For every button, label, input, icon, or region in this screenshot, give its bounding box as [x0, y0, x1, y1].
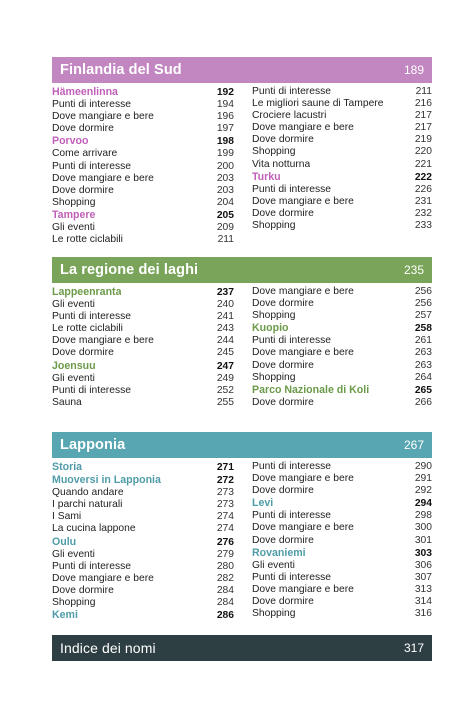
toc-entry[interactable]	[52, 549, 234, 561]
toc-entry[interactable]	[52, 397, 234, 409]
toc-entry-label: Kuopio	[252, 322, 289, 335]
toc-column-left	[52, 86, 234, 246]
section-regione-dei-laghi	[52, 257, 432, 409]
toc-entry-page: 249	[216, 372, 234, 384]
toc-entry-page: 266	[414, 396, 432, 408]
toc-entry-heading[interactable]	[52, 135, 234, 148]
toc-entry[interactable]	[252, 298, 432, 310]
toc-entry-page: 263	[414, 359, 432, 371]
toc-entry-label: Dove dormire	[252, 134, 314, 146]
toc-entry-page: 194	[216, 99, 234, 111]
toc-entry-page: 271	[216, 462, 234, 473]
section-title: La regione dei laghi	[60, 262, 199, 278]
toc-entry-label: Joensuu	[52, 359, 96, 372]
toc-entry-label: Sauna	[52, 396, 82, 408]
toc-entry[interactable]	[52, 123, 234, 135]
toc-entry-label: Gli eventi	[252, 559, 295, 571]
toc-entry-label: Dove mangiare e bere	[252, 473, 354, 485]
toc-entry[interactable]	[252, 134, 432, 146]
toc-entry-page: 211	[217, 234, 234, 246]
toc-entry[interactable]	[252, 360, 432, 372]
section-title: Lapponia	[60, 437, 126, 453]
toc-entry-label: Rovaniemi	[252, 546, 306, 559]
toc-entry-page: 274	[216, 511, 234, 523]
toc-entry-label: La cucina lappone	[52, 523, 136, 535]
toc-entry-label: Punti di interesse	[252, 571, 331, 583]
toc-entry-label: Tampere	[52, 208, 96, 221]
section-indice-dei-nomi[interactable]	[52, 635, 432, 661]
toc-entry[interactable]	[52, 487, 234, 499]
toc-entry[interactable]	[252, 473, 432, 485]
toc-entry-label: Dove dormire	[52, 123, 114, 135]
toc-entry[interactable]	[52, 148, 234, 160]
toc-column-right	[252, 286, 432, 409]
section-lapponia	[52, 432, 432, 622]
toc-entry-label: Shopping	[252, 146, 296, 158]
toc-entry-page: 273	[216, 499, 234, 511]
toc-entry-label: Parco Nazionale di Koli	[252, 383, 370, 396]
toc-entry-page: 306	[414, 559, 432, 571]
toc-entry[interactable]	[52, 523, 234, 535]
toc-entry-label: Punti di interesse	[52, 311, 131, 323]
toc-entry-label: Punti di interesse	[52, 99, 131, 111]
toc-entry-page: 294	[414, 498, 432, 510]
toc-entry-heading[interactable]	[52, 474, 234, 487]
toc-entry-label: Vita notturna	[252, 158, 311, 170]
toc-entry[interactable]	[252, 510, 432, 522]
toc-entry-label: Le rotte ciclabili	[52, 323, 123, 335]
toc-entry[interactable]	[52, 597, 234, 609]
toc-entry-page: 196	[216, 111, 234, 123]
toc-entry-page: 264	[414, 371, 432, 383]
toc-entry-page: 200	[216, 160, 234, 172]
toc-entry-label: Dove mangiare e bere	[52, 111, 154, 123]
section-header[interactable]	[52, 57, 432, 83]
toc-entry-page: 286	[216, 610, 234, 622]
toc-entry-page: 307	[414, 571, 432, 583]
toc-entry[interactable]	[252, 310, 432, 322]
toc-entry[interactable]	[52, 499, 234, 511]
toc-entry-page: 258	[414, 323, 432, 335]
toc-entry-page: 219	[414, 134, 432, 146]
toc-entry[interactable]	[52, 335, 234, 347]
toc-column-right	[252, 86, 432, 246]
toc-entry-page: 209	[216, 222, 234, 234]
section-page-number: 189	[403, 63, 424, 77]
toc-entry-page: 263	[414, 347, 432, 359]
toc-entry[interactable]	[52, 299, 234, 311]
toc-entry-label: Punti di interesse	[252, 183, 331, 195]
toc-entry-page: 237	[216, 287, 234, 298]
toc-entry-label: Dove mangiare e bere	[252, 583, 354, 595]
toc-entry-label: Dove dormire	[252, 207, 314, 219]
toc-entry-page: 203	[216, 184, 234, 196]
toc-entry-page: 198	[216, 136, 234, 148]
toc-entry[interactable]	[52, 373, 234, 385]
toc-entry-page: 204	[216, 196, 234, 208]
toc-entry-page: 231	[414, 195, 432, 207]
toc-entry-label: Punti di interesse	[252, 86, 331, 97]
toc-entry-label: Dove mangiare e bere	[52, 172, 154, 184]
toc-entry-label: Hämeenlinna	[52, 86, 118, 98]
toc-entry[interactable]	[252, 98, 432, 110]
toc-entry[interactable]	[252, 220, 432, 232]
toc-entry-label: Shopping	[52, 196, 96, 208]
toc-entry-page: 241	[216, 311, 234, 323]
toc-entry-label: Punti di interesse	[52, 384, 131, 396]
toc-entry-heading[interactable]	[252, 322, 432, 335]
toc-entry-label: Gli eventi	[52, 299, 95, 311]
toc-entry-heading[interactable]	[52, 209, 234, 222]
toc-entry[interactable]	[52, 185, 234, 197]
toc-entry-page: 313	[414, 583, 432, 595]
toc-entry-label: I parchi naturali	[52, 499, 123, 511]
toc-entry-label: Shopping	[252, 220, 296, 232]
toc-entry[interactable]	[252, 560, 432, 572]
toc-entry-label: Punti di interesse	[52, 160, 131, 172]
toc-entry-heading[interactable]	[52, 609, 234, 622]
toc-entry-page: 291	[414, 473, 432, 485]
toc-entry[interactable]	[52, 511, 234, 523]
toc-entry-label: I Sami	[52, 511, 82, 523]
toc-entry-heading[interactable]	[52, 86, 234, 99]
toc-entry[interactable]	[252, 196, 432, 208]
toc-entry-page: 292	[414, 485, 432, 497]
toc-entry[interactable]	[52, 111, 234, 123]
toc-entry-page: 240	[216, 299, 234, 311]
toc-entry-label: Punti di interesse	[52, 560, 131, 572]
toc-entry[interactable]	[252, 461, 432, 473]
toc-entry[interactable]	[52, 99, 234, 111]
toc-entry-page: 256	[414, 298, 432, 310]
section-page-number: 267	[403, 438, 424, 452]
toc-entry[interactable]	[252, 286, 432, 298]
toc-entry-label: Oulu	[52, 535, 77, 548]
toc-entry[interactable]	[52, 585, 234, 597]
toc-entry-label: Lappeenranta	[52, 286, 122, 298]
toc-column-right	[252, 461, 432, 622]
toc-entry-label: Punti di interesse	[252, 510, 331, 522]
toc-entry-page: 300	[414, 522, 432, 534]
toc-entry-page: 211	[415, 86, 432, 97]
toc-entry-heading[interactable]	[52, 536, 234, 549]
toc-column-left	[52, 286, 234, 409]
toc-entry-label: Gli eventi	[52, 222, 95, 234]
toc-entry[interactable]	[252, 608, 432, 620]
toc-entry-page: 192	[216, 87, 234, 98]
toc-entry-label: Punti di interesse	[252, 335, 331, 347]
toc-entry-page: 279	[216, 548, 234, 560]
section-title: Finlandia del Sud	[60, 62, 182, 78]
toc-entry-label: Punti di interesse	[252, 461, 331, 472]
toc-entry-page: 222	[414, 171, 432, 183]
toc-entry-label: Gli eventi	[52, 548, 95, 560]
toc-entry-page: 203	[216, 172, 234, 184]
toc-entry-heading[interactable]	[52, 286, 234, 299]
toc-entry-page: 256	[414, 286, 432, 297]
toc-entry-page: 257	[414, 310, 432, 322]
toc-entry-label: Quando andare	[52, 487, 124, 499]
toc-entry-page: 316	[414, 608, 432, 620]
toc-entry-page: 221	[414, 158, 432, 170]
toc-entry-page: 233	[414, 220, 432, 232]
toc-entry-page: 232	[414, 207, 432, 219]
toc-entry[interactable]	[52, 573, 234, 585]
toc-entry-page: 217	[414, 110, 432, 122]
toc-entry[interactable]	[52, 385, 234, 397]
section-page-number: 235	[403, 263, 424, 277]
toc-entry-label: Le rotte ciclabili	[52, 234, 123, 246]
toc-entry[interactable]	[52, 347, 234, 359]
toc-entry-label: Dove mangiare e bere	[252, 347, 354, 359]
toc-entry-page: 245	[216, 347, 234, 359]
toc-entry-label: Dove dormire	[252, 396, 314, 408]
toc-entry-label: Le migliori saune di Tampere	[252, 98, 384, 110]
toc-entry-label: Shopping	[52, 597, 96, 609]
toc-entry-label: Dove dormire	[52, 347, 114, 359]
toc-entry-page: 205	[216, 209, 234, 221]
toc-entry-label: Storia	[52, 461, 83, 473]
toc-entry[interactable]	[252, 184, 432, 196]
toc-entry[interactable]	[52, 311, 234, 323]
toc-entry-label: Dove mangiare e bere	[252, 522, 354, 534]
toc-entry-page: 284	[216, 597, 234, 609]
toc-entry-page: 197	[216, 123, 234, 135]
toc-entry-label: Dove mangiare e bere	[252, 195, 354, 207]
toc-entry-label: Shopping	[252, 371, 296, 383]
toc-entry[interactable]	[52, 561, 234, 573]
toc-entry[interactable]	[52, 222, 234, 234]
section-header[interactable]	[52, 257, 432, 283]
toc-entry-page: 273	[216, 487, 234, 499]
toc-entry-label: Dove dormire	[52, 584, 114, 596]
toc-entry-page: 265	[414, 384, 432, 396]
toc-entry[interactable]	[252, 208, 432, 220]
toc-entry-page: 276	[216, 536, 234, 548]
toc-entry-heading[interactable]	[52, 360, 234, 373]
section-finlandia-del-sud	[52, 57, 432, 246]
toc-entry[interactable]	[252, 347, 432, 359]
toc-entry-label: Shopping	[252, 310, 296, 322]
toc-entry[interactable]	[252, 522, 432, 534]
toc-entry-page: 314	[414, 596, 432, 608]
toc-entry[interactable]	[52, 234, 234, 246]
toc-entry-page: 290	[414, 461, 432, 472]
toc-entry[interactable]	[52, 323, 234, 335]
toc-entry-label: Dove dormire	[252, 298, 314, 310]
toc-entry-page: 272	[216, 475, 234, 487]
toc-entry-label: Shopping	[252, 608, 296, 620]
toc-entry-label: Dove mangiare e bere	[252, 286, 354, 297]
toc-entry-heading[interactable]	[252, 547, 432, 560]
toc-entry[interactable]	[252, 122, 432, 134]
toc-entry-heading[interactable]	[252, 384, 432, 397]
toc-entry-page: 284	[216, 584, 234, 596]
section-header[interactable]	[52, 432, 432, 458]
toc-entry-label: Crociere lacustri	[252, 110, 327, 122]
toc-entry-page: 261	[414, 335, 432, 347]
toc-entry-label: Dove dormire	[252, 485, 314, 497]
toc-entry-label: Levi	[252, 497, 274, 510]
toc-entry-page: 247	[216, 360, 234, 372]
toc-entry-label: Kemi	[52, 609, 78, 622]
toc-entry-label: Dove mangiare e bere	[52, 572, 154, 584]
toc-entry-page: 252	[216, 384, 234, 396]
section-page-number: 317	[403, 641, 424, 655]
toc-entry-page: 274	[216, 523, 234, 535]
toc-entry-label: Porvoo	[52, 135, 89, 148]
toc-entry-label: Turku	[252, 170, 281, 183]
section-title: Indice dei nomi	[60, 640, 156, 656]
toc-entry-page: 280	[216, 560, 234, 572]
toc-entry-heading[interactable]	[52, 461, 234, 474]
toc-entry[interactable]	[252, 584, 432, 596]
toc-entry[interactable]	[252, 159, 432, 171]
toc-entry-label: Muoversi in Lapponia	[52, 474, 161, 487]
toc-entry-label: Dove dormire	[252, 596, 314, 608]
toc-entry-page: 216	[414, 98, 432, 110]
toc-entry[interactable]	[252, 146, 432, 158]
toc-entry[interactable]	[252, 335, 432, 347]
toc-entry[interactable]	[252, 572, 432, 584]
toc-entry[interactable]	[52, 173, 234, 185]
toc-entry-label: Dove dormire	[52, 184, 114, 196]
toc-entry[interactable]	[252, 372, 432, 384]
toc-entry-page: 303	[414, 547, 432, 559]
toc-entry-page: 243	[216, 323, 234, 335]
toc-entry[interactable]	[252, 596, 432, 608]
toc-entry[interactable]	[252, 110, 432, 122]
toc-entry-label: Come arrivare	[52, 148, 118, 160]
toc-entry-page: 199	[216, 148, 234, 160]
toc-entry-page: 220	[414, 146, 432, 158]
toc-entry[interactable]	[252, 535, 432, 547]
toc-entry-page: 282	[216, 572, 234, 584]
toc-entry-label: Dove dormire	[252, 534, 314, 546]
toc-entry-label: Dove mangiare e bere	[52, 335, 154, 347]
toc-entry-label: Dove dormire	[252, 359, 314, 371]
toc-entry-label: Dove mangiare e bere	[252, 122, 354, 134]
toc-entry-page: 217	[414, 122, 432, 134]
toc-entry-page: 226	[414, 183, 432, 195]
toc-column-left	[52, 461, 234, 622]
toc-entry-page: 301	[414, 534, 432, 546]
toc-entry-page: 298	[414, 510, 432, 522]
toc-entry[interactable]	[252, 86, 432, 98]
toc-entry-heading[interactable]	[252, 171, 432, 184]
toc-entry-page: 255	[216, 396, 234, 408]
toc-entry-page: 244	[216, 335, 234, 347]
toc-entry[interactable]	[52, 161, 234, 173]
toc-entry[interactable]	[52, 197, 234, 209]
toc-entry[interactable]	[252, 485, 432, 497]
toc-entry-heading[interactable]	[252, 497, 432, 510]
toc-entry-label: Gli eventi	[52, 372, 95, 384]
toc-entry[interactable]	[252, 397, 432, 409]
